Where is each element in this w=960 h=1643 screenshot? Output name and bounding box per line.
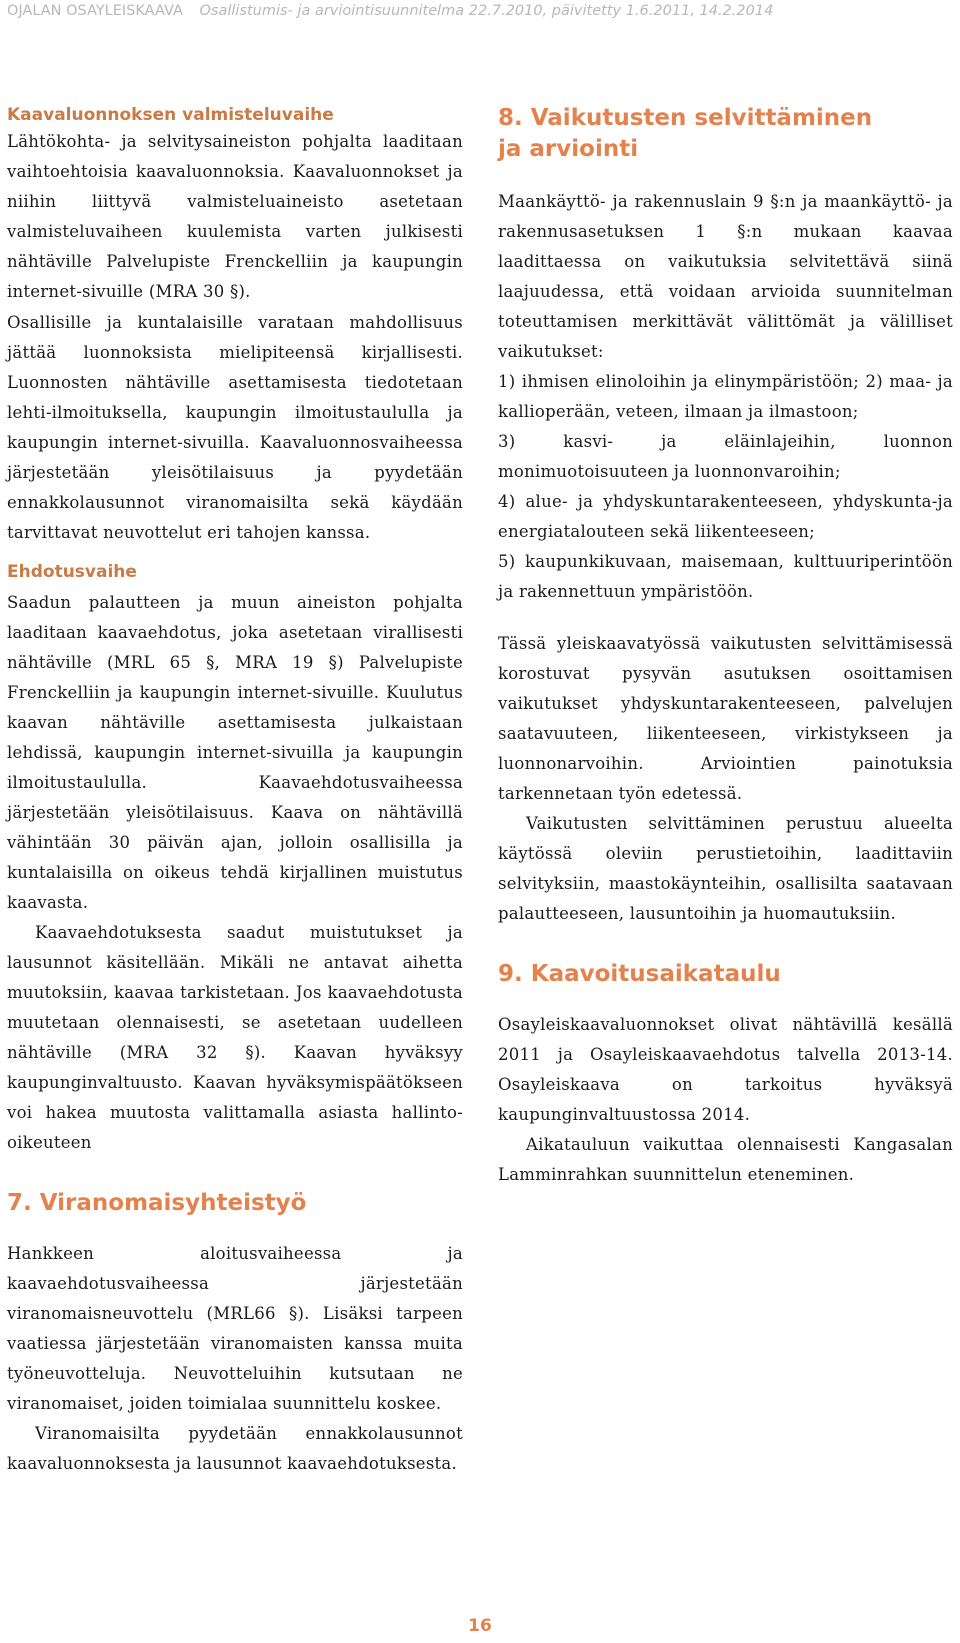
left-column xyxy=(7,103,463,1479)
ehdotus-paragraph-2: Kaavaehdotuksesta saadut muistutukset ja lausunnot käsitellään. Mikäli ne antavat aihetta muutoksiin, kaavaa tarkistetaan. Jos kaavaehdotusta muutetaan olennaisesti, se asetetaan uudelleen nähtäville (MRA 32 §). Kaavan hyväksyy kaupunginvaltuusto. Kaavan hyväksymispäätökseen voi hakea muutosta valittamalla asiasta hallinto-oikeuteen xyxy=(7,923,463,1152)
section-8-paragraph-3: Vaikutusten selvittäminen perustuu alueelta käytössä oleviin perustietoihin, laadittaviin selvityksiin, maastokäynteihin, osallisilta saatavaan palautteeseen, lausuntoihin ja huomautuksiin. xyxy=(498,814,953,923)
header-subtitle: Osallistumis- ja arviointisuunnitelma 22.7.2010, päivitetty 1.6.2011, 14.2.2014 xyxy=(199,3,774,19)
impact-item-4: 5) kaupunkikuvaan, maisemaan, kulttuuriperintöön ja rakennettuun ympäristöön. xyxy=(498,552,953,601)
section-9-paragraph-1: Osayleiskaavaluonnokset olivat nähtävillä kesällä 2011 ja Osayleiskaavaehdotus talvella 2013-14. Osayleiskaava on tarkoitus hyväksyä kaupunginvaltuustossa 2014. xyxy=(498,1015,953,1124)
header-title: OJALAN OSAYLEISKAAVA xyxy=(7,3,183,19)
section-7-paragraph-2: Viranomaisilta pyydetään ennakkolausunnot kaavaluonnoksesta ja lausunnot kaavaehdotuksesta. xyxy=(7,1424,463,1473)
section-8-paragraph-2: Tässä yleiskaavatyössä vaikutusten selvittämisessä korostuvat pysyvän asutuksen osoittamisen vaikutukset yhdyskuntarakenteeseen, palvelujen saatavuuteen, liikenteeseen, virkistykseen ja luonnonarvoihin. Arviointien painotuksia tarkennetaan työn edetessä. xyxy=(498,634,953,803)
section-7-paragraph-1: Hankkeen aloitusvaiheessa ja kaavaehdotusvaiheessa järjestetään viranomaisneuvottelu (MRL66 §). Lisäksi tarpeen vaatiessa järjestetään viranomaisten kanssa muita työneuvotteluja. Neuvotteluihin kutsutaan ne viranomaiset, joiden toimialaa suunnittelu koskee. xyxy=(7,1244,463,1413)
impact-item-1: 1) ihmisen elinoloihin ja elinympäristöön; 2) maa- ja kallioperään, veteen, ilmaan ja ilmastoon; xyxy=(498,372,953,421)
impact-item-2: 3) kasvi- ja eläinlajeihin, luonnon monimuotoisuuteen ja luonnonvaroihin; xyxy=(498,432,953,481)
right-column xyxy=(498,103,953,1190)
running-header xyxy=(7,0,953,22)
section-7-heading: 7. Viranomaisyhteistyö xyxy=(7,1190,307,1216)
section-8-heading: 8. Vaikutusten selvittäminen ja arviointi xyxy=(498,105,873,162)
section-8-paragraph-1: Maankäyttö- ja rakennuslain 9 §:n ja maankäyttö- ja rakennusasetuksen 1 §:n mukaan kaavaa laadittaessa on vaikutuksia selvitettävä siinä laajuudessa, että voidaan arvioida suunnitelman toteuttamisen merkittävät välittömät ja välilliset vaikutukset: xyxy=(498,192,953,361)
kaavaluonnos-heading: Kaavaluonnoksen valmisteluvaihe xyxy=(7,105,334,125)
section-9-heading: 9. Kaavoitusaikataulu xyxy=(498,961,781,987)
impact-item-3: 4) alue- ja yhdyskuntarakenteeseen, yhdyskunta-ja energiatalouteen sekä liikenteeseen; xyxy=(498,492,953,541)
ehdotus-heading: Ehdotusvaihe xyxy=(7,562,137,582)
section-9-paragraph-2: Aikatauluun vaikuttaa olennaisesti Kangasalan Lamminrahkan suunnittelun eteneminen. xyxy=(498,1135,953,1184)
kaavaluonnos-paragraph-2: Osallisille ja kuntalaisille varataan mahdollisuus jättää luonnoksista mielipiteensä kirjallisesti. Luonnosten nähtäville asettamisesta tiedotetaan lehti-ilmoituksella, kaupungin ilmoitustaululla ja kaupungin internet-sivuilla. Kaavaluonnosvaiheessa järjestetään yleisötilaisuus ja pyydetään ennakkolausunnot viranomaisilta sekä käydään tarvittavat neuvottelut eri tahojen kanssa. xyxy=(7,313,463,542)
kaavaluonnos-paragraph-1: Lähtökohta- ja selvitysaineiston pohjalta laaditaan vaihtoehtoisia kaavaluonnoksia. Kaavaluonnokset ja niihin liittyvä valmisteluaineisto asetetaan valmisteluvaiheen kuulemista varten julkisesti nähtäville Palvelupiste Frenckelliin ja kaupungin internet-sivuille (MRA 30 §). xyxy=(7,132,463,301)
page-number: 16 xyxy=(468,1616,492,1636)
ehdotus-paragraph-1: Saadun palautteen ja muun aineiston pohjalta laaditaan kaavaehdotus, joka asetetaan virallisesti nähtäville (MRL 65 §, MRA 19 §) Palvelupiste Frenckelliin ja kaupungin internet-sivuille. Kuulutus kaavan nähtäville asettamisesta julkaistaan lehdissä, kaupungin internet-sivuilla ja kaupungin ilmoitustaululla. Kaavaehdotusvaiheessa järjestetään yleisötilaisuus. Kaava on nähtävillä vähintään 30 päivän ajan, jolloin osallisilla ja kuntalaisilla on oikeus tehdä kirjallinen muistutus kaavasta. xyxy=(7,593,463,912)
